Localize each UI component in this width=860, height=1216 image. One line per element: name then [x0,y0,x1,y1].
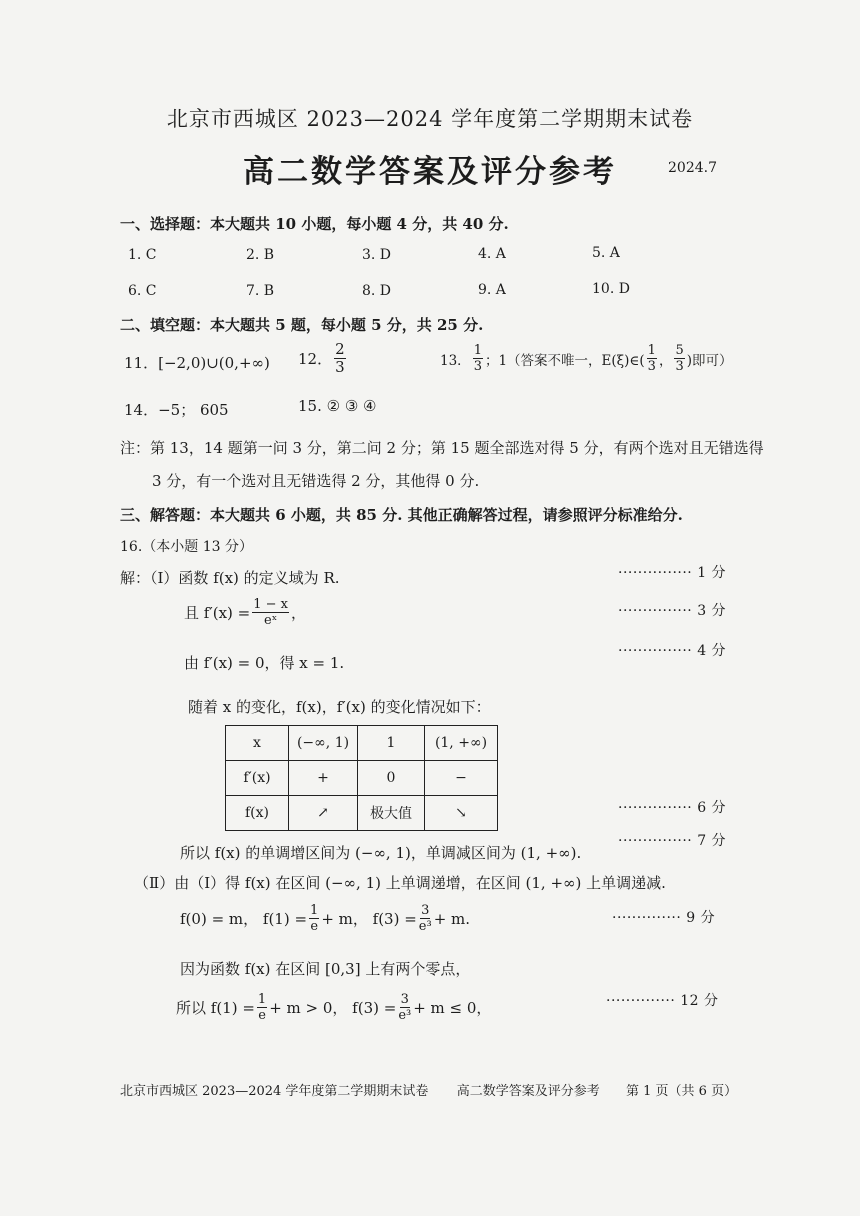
mc-answer: 5. A [592,245,620,261]
fraction [398,993,411,1022]
table-row [226,796,498,831]
fraction-denominator: 3 [473,359,482,374]
table-cell: ↘ [425,796,498,831]
comma: ， [658,352,673,369]
mc-answer: 10. D [592,281,630,297]
footer-page-number: 第 1 页（共 6 页） [626,1084,738,1099]
table-cell: x [226,726,289,761]
mc-answer: 3. D [362,247,392,263]
fraction-numerator: 1 [310,903,319,918]
solution-line: （Ⅱ）由（Ⅰ）得 f(x) 在区间 (−∞, 1) 上单调递增，在区间 (1, +∞) 上单调递减. [134,874,666,892]
score-points: ··············· 4 分 [618,643,727,659]
scoring-note-line1: 注：第 13，14 题第一问 3 分，第二问 2 分；第 15 题全部选对得 5 分，有两个选对且无错选得 [120,439,764,457]
solution-line: 解：（Ⅰ）函数 f(x) 的定义域为 R. [120,569,340,587]
mc-answer: 2. B [246,247,275,263]
mc-answer: 1. C [128,247,157,263]
score-points: ··············· 3 分 [618,603,727,619]
footer-left: 北京市西城区 2023—2024 学年度第二学期期末试卷 [120,1084,429,1099]
table-cell: − [425,761,498,796]
table-cell: (−∞, 1) [289,726,358,761]
answer-12 [298,342,348,375]
answer-13-text: ；1（答案不唯一，E(ξ)∈( [484,352,645,369]
section1-heading: 一、选择题：本大题共 10 小题，每小题 4 分，共 40 分. [120,215,509,233]
table-cell: 1 [358,726,425,761]
table-cell: + [289,761,358,796]
fraction-denominator: 3 [647,359,656,374]
answer-15: 15. ② ③ ④ [298,397,377,415]
fraction-numerator: 1 − x [253,597,288,612]
fraction [252,598,289,627]
fraction [257,993,267,1022]
table-row [226,726,498,761]
page-footer [120,1080,737,1099]
solution-line [184,598,306,627]
expr: 所以 f(1) = [176,999,255,1017]
fraction-denominator: e³ [398,1008,412,1023]
solution-line: 由 f′(x) = 0，得 x = 1. [184,654,345,672]
mc-answer: 8. D [362,283,392,299]
fraction-denominator: 3 [335,358,345,376]
answer-11: 11．[−2,0)∪(0,+∞) [124,354,270,372]
solution-line [180,904,470,933]
fraction-numerator: 3 [400,992,409,1007]
fraction [674,344,684,373]
mc-answer: 9. A [478,282,506,298]
score-points: ·············· 9 分 [612,910,716,926]
solution-line: 因为函数 f(x) 在区间 [0,3] 上有两个零点， [180,960,471,978]
document-date: 2024.7 [668,160,717,176]
expr: f(0) = m， f(1) = [180,910,308,928]
answer-13 [440,344,733,373]
document-subtitle: 高二数学答案及评分参考 [243,154,617,190]
punctuation: ， [291,604,307,622]
table-cell: f(x) [226,796,289,831]
footer-mid: 高二数学答案及评分参考 [456,1084,600,1099]
mc-answer: 7. B [246,283,275,299]
fraction-numerator: 3 [421,903,430,918]
solution-line: 所以 f(x) 的单调增区间为 (−∞, 1)，单调减区间为 (1, +∞). [180,844,582,862]
variation-table [225,725,498,831]
fraction [309,904,319,933]
fraction-denominator: 3 [675,359,684,374]
expr: + m. [433,909,471,928]
table-cell: (1, +∞) [425,726,498,761]
scoring-note-line2: 3 分，有一个选对且无错选得 2 分，其他得 0 分. [152,472,480,490]
derivative-lhs: 且 f′(x) = [184,604,251,622]
fraction [334,342,346,375]
fraction-denominator: e [310,919,319,934]
table-cell: 0 [358,761,425,796]
question-16-header: 16.（本小题 13 分） [120,539,253,555]
answer-14: 14．−5； 605 [124,401,229,419]
answer-12-label: 12． [298,350,333,368]
mc-answer: 4. A [478,246,506,262]
fraction-numerator: 2 [335,340,345,358]
answer-13-label: 13． [440,352,471,369]
solution-line: 随着 x 的变化，f(x)，f′(x) 的变化情况如下： [188,698,491,716]
section2-heading: 二、填空题：本大题共 5 题，每小题 5 分，共 25 分. [120,316,484,334]
score-points: ·············· 12 分 [606,993,719,1009]
fraction-numerator: 1 [647,343,656,358]
section3-heading: 三、解答题：本大题共 6 小题，共 85 分. 其他正确解答过程，请参照评分标准给分. [120,506,683,524]
table-cell: 极大值 [358,796,425,831]
score-points: ··············· 6 分 [618,800,727,816]
score-points: ··············· 7 分 [618,833,727,849]
fraction-numerator: 1 [473,343,482,358]
score-points: ··············· 1 分 [618,565,727,581]
fraction [473,344,483,373]
expr: + m ≤ 0， [413,999,492,1017]
table-cell: ↗ [289,796,358,831]
mc-answer: 6. C [128,283,157,299]
expr: + m， f(3) = [321,910,417,928]
fraction-numerator: 1 [257,992,267,1007]
fraction-denominator: e³ [418,919,432,934]
expr: + m > 0， f(3) = [269,999,397,1017]
document-title: 北京市西城区 2023—2024 学年度第二学期期末试卷 [166,107,694,131]
fraction [419,904,432,933]
answer-13-end: )即可） [686,352,733,369]
solution-line [176,993,491,1022]
table-cell: f′(x) [226,761,289,796]
fraction-denominator: e [258,1008,266,1023]
table-row [226,761,498,796]
fraction [647,344,657,373]
fraction-numerator: 5 [675,343,684,358]
fraction-denominator: eˣ [264,613,278,628]
